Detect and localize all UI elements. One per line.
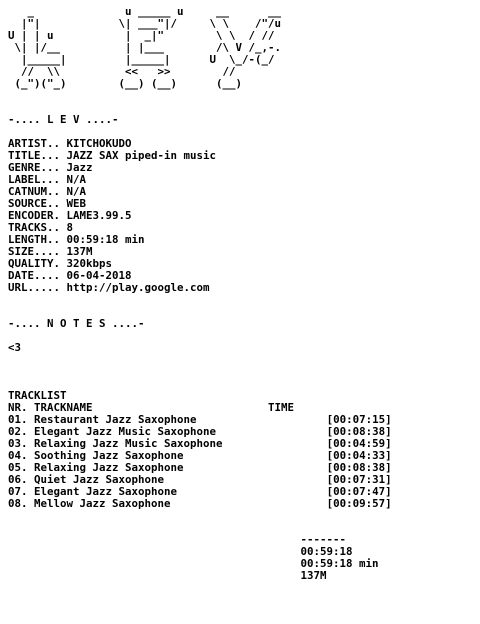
tracklist-header-name: NR. TRACKNAME xyxy=(8,401,93,414)
track-nr: 04. xyxy=(8,449,28,462)
track-nr: 06. xyxy=(8,473,28,486)
info-label: SIZE.... xyxy=(8,245,61,258)
ascii-logo-line: |"| \| ___"|/ \ \ /"/u xyxy=(8,17,282,30)
totals-divider: ------- xyxy=(300,533,347,546)
info-label: LABEL... xyxy=(8,173,61,186)
ascii-logo-line: U | | u | _|" \ \ / // xyxy=(8,29,275,42)
tracklist xyxy=(8,390,480,510)
track-time: [00:07:47] xyxy=(326,485,392,498)
track-nr: 03. xyxy=(8,437,28,450)
info-label: SOURCE.. xyxy=(8,197,61,210)
track-nr: 08. xyxy=(8,497,28,510)
track-name: Quiet Jazz Saxophone xyxy=(34,473,165,486)
info-value: JAZZ SAX piped-in music xyxy=(66,149,217,162)
track-time: [00:07:15] xyxy=(326,413,392,426)
total-size: 137M xyxy=(300,569,327,582)
info-value: Jazz xyxy=(66,161,93,174)
info-label: ARTIST.. xyxy=(8,137,61,150)
info-row-url xyxy=(8,282,480,294)
track-name: Elegant Jazz Music Saxophone xyxy=(34,425,217,438)
ascii-logo-line: \| |/__ | |___ /\ V /_,-. xyxy=(8,41,282,54)
track-name: Restaurant Jazz Saxophone xyxy=(34,413,197,426)
track-time: [00:08:38] xyxy=(326,425,392,438)
tracklist-title: TRACKLIST xyxy=(8,389,67,402)
info-value: 320kbps xyxy=(66,257,113,270)
ascii-logo-line: // \\ << >> // xyxy=(8,65,236,78)
track-name: Soothing Jazz Saxophone xyxy=(34,449,184,462)
track-time: [00:07:31] xyxy=(326,473,392,486)
info-row-encoder xyxy=(8,210,480,222)
total-length: 00:59:18 min xyxy=(300,557,379,570)
info-value: N/A xyxy=(66,185,87,198)
track-time: [00:04:33] xyxy=(326,449,392,462)
track-name: Mellow Jazz Saxophone xyxy=(34,497,171,510)
info-value: LAME3.99.5 xyxy=(66,209,132,222)
info-value: KITCHOKUDO xyxy=(66,137,132,150)
info-url: http://play.google.com xyxy=(66,281,210,294)
track-time: [00:08:38] xyxy=(326,461,392,474)
notes-banner: -.... N O T E S ....- xyxy=(8,317,145,330)
info-label: QUALITY. xyxy=(8,257,61,270)
tracklist-totals xyxy=(8,534,480,582)
info-value: 137M xyxy=(66,245,93,258)
track-nr: 02. xyxy=(8,425,28,438)
release-info xyxy=(8,138,480,294)
ascii-logo xyxy=(8,6,480,90)
track-name: Elegant Jazz Saxophone xyxy=(34,485,178,498)
info-label: URL..... xyxy=(8,281,61,294)
ascii-logo-line: (_")("_) (__) (__) (__) xyxy=(8,77,243,90)
tracklist-header-time: TIME xyxy=(268,401,295,414)
info-value: 8 xyxy=(66,221,74,234)
notes-text: <3 xyxy=(8,341,22,354)
info-value: 06-04-2018 xyxy=(66,269,132,282)
track-time: [00:09:57] xyxy=(326,497,392,510)
track-name: Relaxing Jazz Saxophone xyxy=(34,461,184,474)
track-time: [00:04:59] xyxy=(326,437,392,450)
info-value: 00:59:18 min xyxy=(66,233,145,246)
track-nr: 01. xyxy=(8,413,28,426)
info-label: GENRE... xyxy=(8,161,61,174)
info-label: CATNUM.. xyxy=(8,185,61,198)
info-value: WEB xyxy=(66,197,87,210)
info-label: ENCODER. xyxy=(8,209,61,222)
total-time: 00:59:18 xyxy=(300,545,353,558)
track-name: Relaxing Jazz Music Saxophone xyxy=(34,437,223,450)
info-label: TITLE... xyxy=(8,149,61,162)
table-row xyxy=(8,498,480,510)
info-label: LENGTH.. xyxy=(8,233,61,246)
ascii-logo-line: _ u _____ u __ __ xyxy=(8,5,282,18)
info-value: N/A xyxy=(66,173,87,186)
info-label: DATE.... xyxy=(8,269,61,282)
info-label: TRACKS.. xyxy=(8,221,61,234)
track-nr: 05. xyxy=(8,461,28,474)
track-nr: 07. xyxy=(8,485,28,498)
ascii-logo-line: |_____| |_____| U \_/-(_/ xyxy=(8,53,275,66)
release-banner: -.... L E V ....- xyxy=(8,113,119,126)
